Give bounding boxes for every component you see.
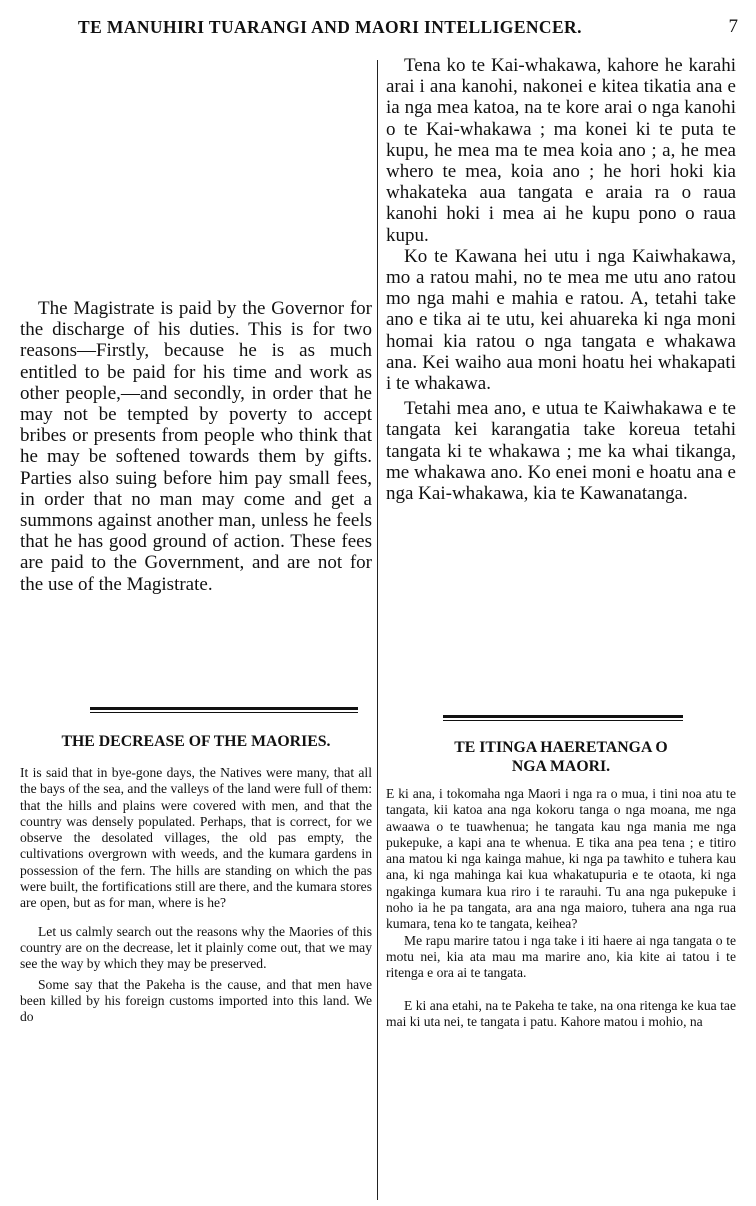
- left-column-upper: [20, 298, 372, 595]
- right-column-upper: [386, 55, 736, 504]
- maori-paragraph: Tetahi mea ano, e utua te Kaiwhakawa e te tangata kei karangatia take koreua tetahi tangata ki te whakawa ; me ka whai tikanga, me whakawa ano. Ko enei moni e hoatu ana e nga Kai-whakawa, kia te Kawanatanga.: [386, 398, 736, 505]
- section-divider-right: [443, 715, 683, 722]
- article-paragraph: Let us calmly search out the reasons why the Maories of this country are on the decrease, let it plainly come out, that we may see the way by which they may be preserved.: [20, 923, 372, 972]
- article-paragraph: It is said that in bye-gone days, the Natives were many, that all the bays of the sea, and the valleys of the land were full of them: that the hills and plains were covered with men, and that the country was densely populated. Perhaps, that is correct, for we observe the desolated villages, the old pas empty, the cultivations overgrown with weeds, and the kumara gardens in possession of the fern. The hills are standing on which the pas were built, the fortifications still are there, and the kumara stores are open, but as for man, where is he?: [20, 765, 372, 911]
- article-heading-english: THE DECREASE OF THE MAORIES.: [61, 733, 331, 750]
- left-article: [20, 732, 372, 1025]
- magistrate-paragraph: The Magistrate is paid by the Governor for the discharge of his duties. This is for two reasons—Firstly, because he is as much entitled to be paid for his time and work as other people,—and secondly, in order that he may not be tempted by poverty to accept bribes or presents from people who think that he may be softened towards them by gifts. Parties also suing before him pay small fees, in order that no man may come and get a summons against another man, unless he feels that he has good ground of action. These fees are paid to the Government, and are not for the use of the Magistrate.: [20, 298, 372, 595]
- page-number: 7: [728, 16, 738, 37]
- article-paragraph-maori: E ki ana etahi, na te Pakeha te take, na ona ritenga ke kua tae mai ki uta nei, te tangata i patu. Kahore matou i mohio, na: [386, 997, 736, 1029]
- column-divider: [377, 60, 378, 1200]
- article-paragraph: Some say that the Pakeha is the cause, and that men have been killed by his foreign customs imported into this land. We do: [20, 976, 372, 1025]
- maori-paragraph: Tena ko te Kai-whakawa, kahore he karahi arai i ana kanohi, nakonei e kitea tikatia ana e ia nga mea katoa, na te kore arai o nga kanohi o te Kai-whakawa ; ma konei ki te puta te kupu, he mea ma te mea koia ano ; a, he mea whero te mea, koia ano ; he hori hoki kia whakateka aua tangata e araia ra o raua kanohi hoki i mea ai he kupu pono o raua kupu.: [386, 55, 736, 246]
- right-article: [386, 738, 736, 1030]
- page-header: [0, 0, 756, 44]
- section-divider-left: [90, 707, 358, 714]
- newspaper-title: TE MANUHIRI TUARANGI AND MAORI INTELLIGENCER.: [78, 17, 582, 37]
- article-heading-maori: TE ITINGA HAERETANGA O NGA MAORI.: [454, 739, 668, 775]
- article-paragraph-maori: E ki ana, i tokomaha nga Maori i nga ra o mua, i tini noa atu te tangata, kii katoa ana nga kokoru tanga o nga moana, me nga awaawa o te tuawhenua; he tangata kau nga mania me nga pukepuke, a kapi ana te whenua. E tika ana pea tena ; e titiro ana matou ki nga kainga mahue, ki nga pa tawhito e tuhera kau ana, ki nga mahinga kai kua whakatupuria e te otaota, ki nga ngakinga kumara kua riro i te rarauhi. Tu ana nga pukepuke i noho ia he pa tangata, ara ana nga maioro, tuhera ana nga rua kumara, tena ko te tangata, keihea?: [386, 786, 736, 932]
- maori-paragraph: Ko te Kawana hei utu i nga Kaiwhakawa, mo a ratou mahi, no te mea me utu ano ratou mo nga mahi e mahia e ratou. A, tetahi take ano e tika ai te utu, kei ahuareka ki nga moni homai kia ratou o nga tangata e whakawa ana. Kei waiho aua moni hoatu hei whakapati i te whakawa.: [386, 245, 736, 395]
- article-paragraph-maori: Me rapu marire tatou i nga take i iti haere ai nga tangata o te motu nei, kia ata mau ma marire ano, kia kite ai tatou i te ritenga e ora ai te tangata.: [386, 932, 736, 981]
